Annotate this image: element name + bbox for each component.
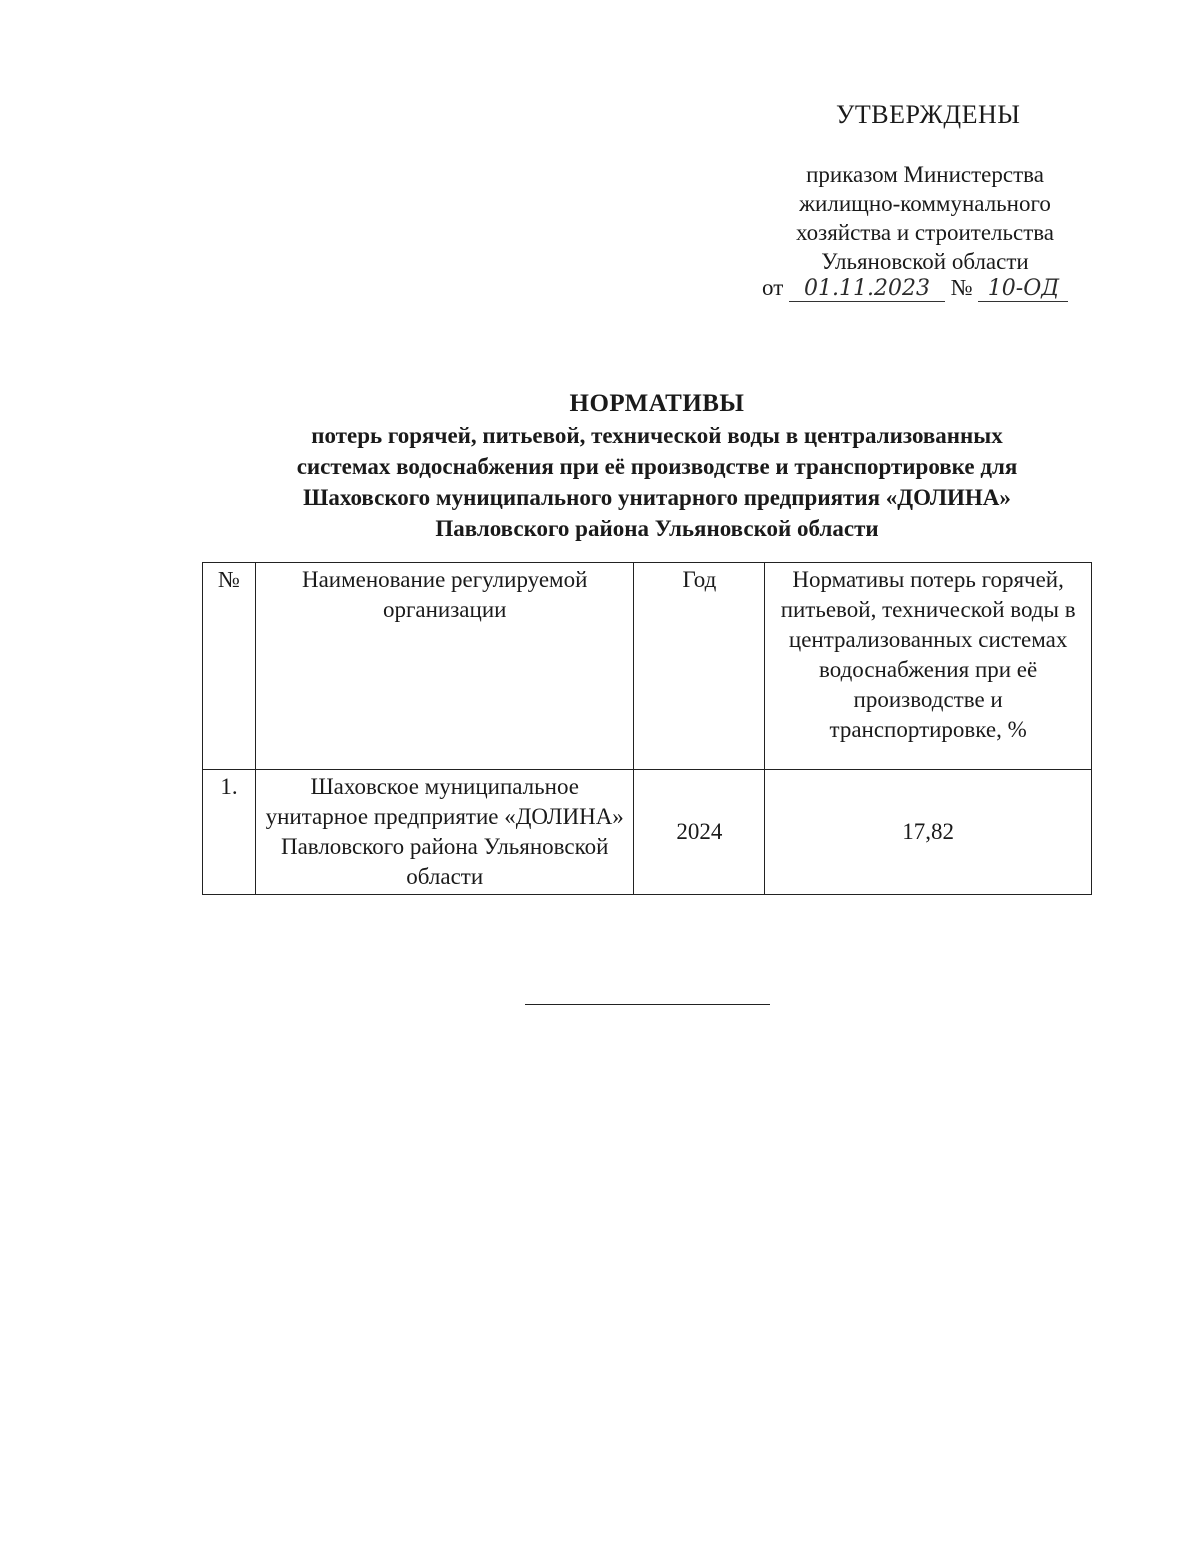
approval-block — [760, 160, 1090, 276]
approval-title: УТВЕРЖДЕНЫ — [836, 100, 1021, 129]
document-end-line — [525, 1004, 770, 1005]
header-organization: Наименование регулируемой организации — [255, 563, 634, 770]
approval-line: Ульяновской области — [821, 249, 1029, 274]
header-year: Год — [634, 563, 765, 770]
header-norm: Нормативы потерь горячей, питьевой, технической воды в централизованных системах водоснабжения при её производстве и транспортировке, % — [765, 563, 1092, 770]
approval-line: хозяйства и строительства — [795, 220, 1055, 245]
approval-line: жилищно-коммунального — [799, 191, 1051, 216]
document-subtitle-line: Шаховского муниципального унитарного предприятия «ДОЛИНА» — [303, 485, 1011, 510]
approval-date-line — [762, 275, 1068, 302]
order-date: 01.11.2023 — [789, 276, 945, 302]
number-prefix: № — [950, 275, 973, 300]
norms-table — [202, 562, 1092, 895]
approval-line: приказом Министерства — [806, 162, 1044, 187]
cell-norm: 17,82 — [765, 770, 1092, 895]
document-heading — [200, 388, 1114, 544]
table-header-row — [203, 563, 1092, 770]
cell-organization: Шаховское муниципальное унитарное предприятие «ДОЛИНА» Павловского района Ульяновской области — [255, 770, 634, 895]
document-subtitle-line: системах водоснабжения при её производстве и транспортировке для — [296, 454, 1018, 479]
cell-num: 1. — [203, 770, 256, 895]
cell-year: 2024 — [634, 770, 765, 895]
document-subtitle-line: потерь горячей, питьевой, технической воды в централизованных — [311, 423, 1003, 448]
document-title: НОРМАТИВЫ — [569, 390, 745, 417]
header-num: № — [203, 563, 256, 770]
document-subtitle-line: Павловского района Ульяновской области — [435, 516, 879, 541]
date-prefix: от — [762, 275, 784, 300]
order-number: 10-ОД — [978, 276, 1068, 302]
table-row — [203, 770, 1092, 895]
